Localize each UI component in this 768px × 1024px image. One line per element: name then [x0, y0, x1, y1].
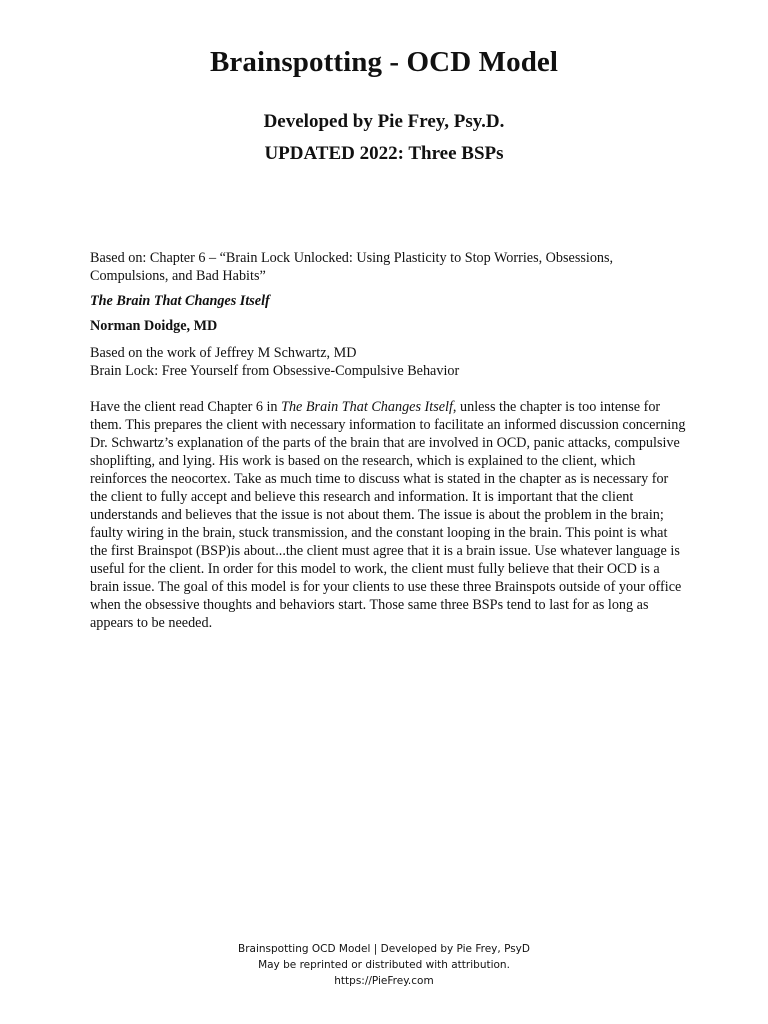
footer-line-1: Brainspotting OCD Model | Developed by Pie Frey, PsyD	[237, 943, 530, 955]
based-on-text	[90, 249, 688, 285]
updated-heading: UPDATED 2022: Three BSPs	[264, 143, 504, 164]
paragraph-intro: Have the client read Chapter 6 in	[90, 399, 282, 415]
paragraph-book-reference: The Brain That Changes Itself	[281, 399, 453, 415]
work-line-2: Brain Lock: Free Yourself from Obsessive-Compulsive Behavior	[90, 363, 460, 379]
footer-link: https://PieFrey.com	[334, 975, 434, 987]
based-on-line-1: Based on: Chapter 6 – “Brain Lock Unlocked: Using Plasticity to Stop Worries, Obsessions,	[90, 250, 614, 266]
main-paragraph	[90, 398, 688, 632]
based-on-work-text	[90, 344, 688, 380]
document-title: Brainspotting - OCD Model	[209, 46, 559, 78]
book-title: The Brain That Changes Itself	[90, 293, 270, 309]
book-author: Norman Doidge, MD	[90, 318, 218, 334]
footer-line-2: May be reprinted or distributed with attribution.	[258, 959, 510, 971]
work-line-1: Based on the work of Jeffrey M Schwartz, MD	[90, 345, 357, 361]
paragraph-body: , unless the chapter is too intense for them. This prepares the client with necessary information to facilitate an informed discussion concerning Dr. Schwartz’s explanation of the parts of the brain that are involved in OCD, panic attacks, compulsive shoplifting, and lying. His work is based on the research, which is explained to the client, which reinforces the neocortex. Take as much time to discuss what is stated in the chapter as is necessary for the client to fully accept and believe this research and information. It is important that the client understands and believes that the issue is not about them. The issue is about the problem in the brain; faulty wiring in the brain, stuck transmission, and the constant looping in the brain. This point is what the first Brainspot (BSP)is about...the client must agree that it is a brain issue. Use whatever language is useful for the client. In order for this model to work, the client must fully believe that their OCD is a brain issue. The goal of this model is for your clients to use these three Brainspots outside of your office when the obsessive thoughts and behaviors start. Those same three BSPs tend to last for as long as appears to be needed.	[90, 399, 686, 631]
developed-by-heading: Developed by Pie Frey, Psy.D.	[263, 111, 505, 132]
page-footer	[0, 941, 768, 989]
based-on-line-2: Compulsions, and Bad Habits”	[90, 268, 266, 284]
